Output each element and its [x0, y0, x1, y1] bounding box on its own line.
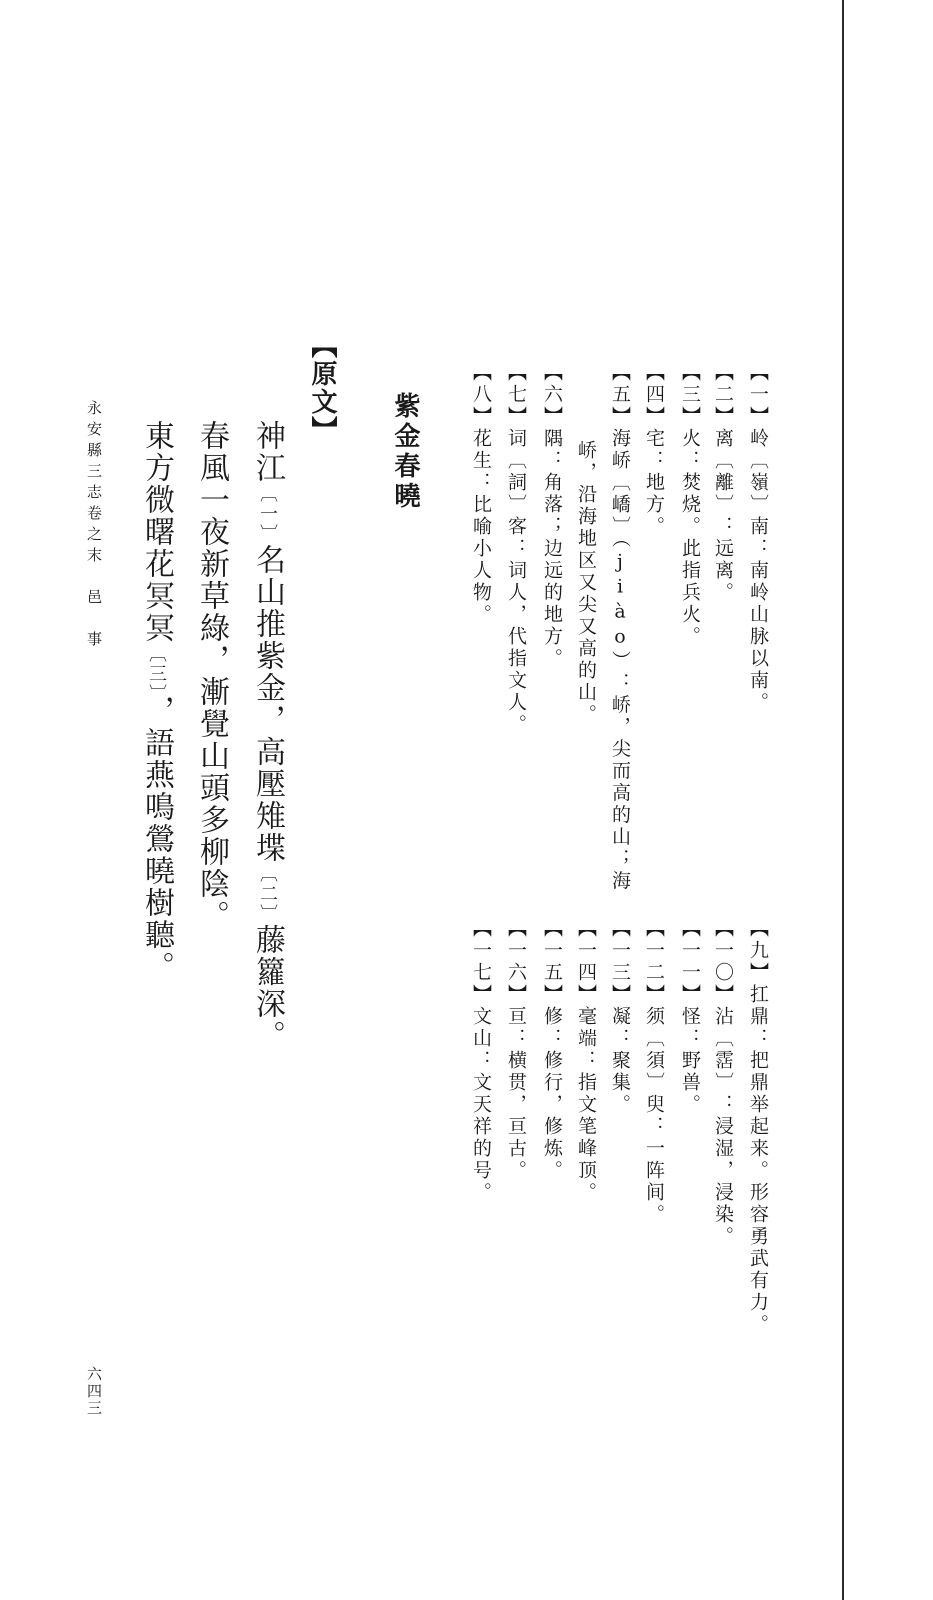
verse-3-note-marker: 〔三〕 — [146, 644, 167, 695]
running-header: 永安縣三志卷之末 邑 事 — [85, 400, 103, 652]
verse-1-note-marker-1: 〔一〕 — [257, 484, 278, 544]
note-6: 【六】隅：角落；边远的地方。 — [541, 362, 563, 670]
note-4: 【四】宅：地方。 — [643, 362, 665, 538]
note-1: 【一】岭〔嶺〕南：南岭山脉以南。 — [747, 362, 769, 714]
note-10: 【一〇】沾〔霑〕：浸湿，浸染。 — [712, 918, 734, 1248]
verse-1-part-b: 名山推紫金，高壓雉堞 — [250, 544, 285, 864]
note-7: 【七】词〔詞〕客：词人，代指文人。 — [505, 362, 527, 736]
verse-2-text: 春風一夜新草綠，漸覺山頭多柳陰。 — [194, 420, 229, 932]
verse-1-part-c: 藤籮深。 — [250, 924, 285, 1052]
note-15: 【一五】修：修行，修炼。 — [541, 918, 563, 1182]
section-label-original-text: 【原文】 — [307, 332, 337, 444]
verse-2 — [194, 420, 229, 932]
note-2: 【二】离〔離〕：远离。 — [712, 362, 734, 604]
verse-1 — [250, 420, 285, 1052]
poem-title: 紫金春曉 — [390, 392, 420, 512]
note-17: 【一七】文山：文天祥的号。 — [470, 918, 492, 1204]
note-12: 【一二】须〔須〕臾：一阵间。 — [643, 918, 665, 1226]
note-3: 【三】火：焚烧。此指兵火。 — [679, 362, 701, 648]
verse-3-part-b: ，語燕鳴鶯曉樹聽。 — [139, 695, 174, 983]
note-13: 【一三】凝：聚集。 — [609, 918, 631, 1116]
page-number: 六四三 — [85, 1366, 103, 1417]
verse-3-part-a: 東方微曙花冥冥 — [139, 420, 174, 644]
verse-1-part-a: 神江 — [250, 420, 285, 484]
note-11: 【一一】怪：野兽。 — [679, 918, 701, 1116]
note-5: 【五】海峤〔嶠〕（jiào）：峤，尖而高的山；海 — [609, 362, 631, 893]
note-9: 【九】扛鼎：把鼎举起来。形容勇武有力。 — [747, 918, 769, 1336]
note-5-continued: 峤，沿海地区又尖又高的山。 — [575, 440, 597, 726]
note-8: 【八】花生：比喻小人物。 — [470, 362, 492, 626]
note-14: 【一四】毫端：指文笔峰顶。 — [575, 918, 597, 1204]
note-16: 【一六】亘：横贯，亘古。 — [505, 918, 527, 1182]
page-edge-rule — [842, 0, 844, 1600]
verse-3 — [139, 420, 174, 983]
verse-1-note-marker-2: 〔二〕 — [257, 864, 278, 924]
